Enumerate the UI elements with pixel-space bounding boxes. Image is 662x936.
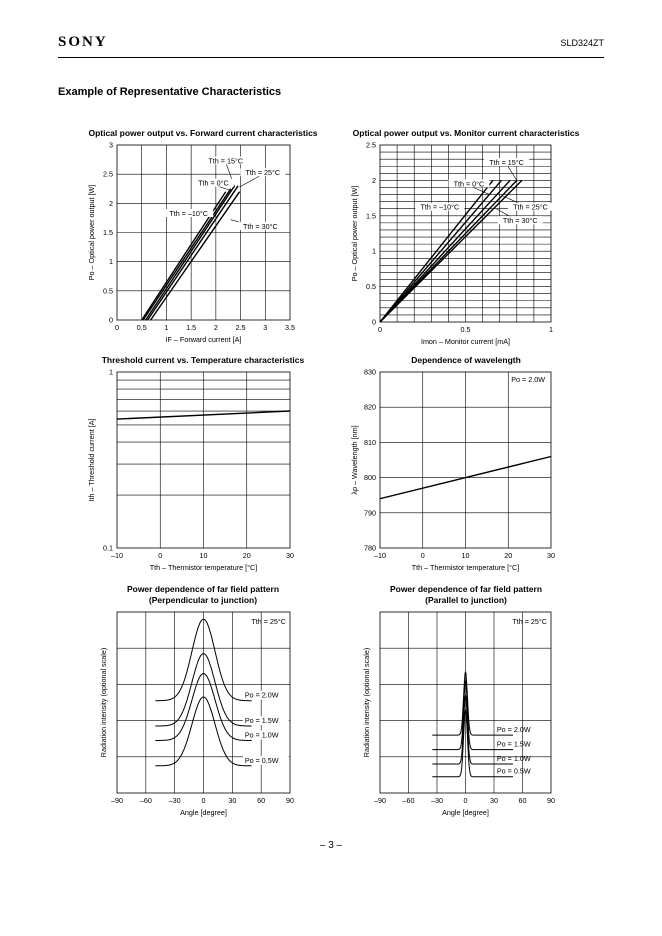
series-annotation: Tth = 15°C — [208, 156, 244, 166]
x-tick-label: 90 — [286, 796, 294, 805]
x-tick-label: –90 — [111, 796, 123, 805]
x-tick-label: 2.5 — [235, 323, 246, 332]
sony-logo: SONY — [58, 34, 108, 50]
chart-c1 — [87, 128, 318, 344]
y-tick-label: 2.5 — [103, 169, 113, 179]
chart-title: Optical power output vs. Forward current characteristics — [88, 128, 318, 138]
x-tick-label: 0.5 — [460, 325, 471, 334]
x-tick-label: 1 — [549, 325, 553, 334]
chart-title: Power dependence of far field pattern — [389, 584, 543, 594]
y-tick-label: 0.5 — [366, 282, 376, 292]
x-tick-label: –10 — [374, 551, 386, 560]
x-tick-label: 3 — [263, 323, 268, 332]
x-tick-label: 0 — [463, 796, 468, 805]
x-axis-label: Tth – Thermistor temperature [°C] — [149, 563, 258, 572]
chart-c2 — [350, 128, 580, 346]
y-axis-label: Radiation intensity (optional scale) — [99, 647, 108, 758]
chart-subtitle: (Perpendicular to junction) — [148, 595, 258, 605]
chart-title: Threshold current vs. Temperature characteristics — [101, 355, 305, 365]
y-axis-label: Po – Optical power output [W] — [87, 184, 96, 281]
x-tick-label: –60 — [139, 796, 152, 805]
x-tick-label: 60 — [518, 796, 527, 805]
chart-c5 — [99, 584, 294, 817]
x-axis-label: Angle [degree] — [180, 808, 227, 817]
model-number: SLD324ZT — [560, 38, 604, 48]
y-axis-label: λp – Wavelength [nm] — [350, 425, 359, 495]
series-annotation: Tth = 25°C — [513, 202, 548, 212]
series-annotation: Tth = 0°C — [198, 178, 229, 188]
y-axis-label: Radiation intensity (optional scale) — [362, 647, 371, 758]
x-tick-label: –30 — [431, 796, 443, 805]
x-tick-label: 30 — [228, 796, 237, 805]
x-tick-label: 90 — [547, 796, 555, 805]
x-tick-label: 30 — [547, 551, 555, 560]
x-tick-label: 0.5 — [136, 323, 147, 332]
y-tick-label: 0.1 — [103, 543, 113, 553]
x-tick-label: 20 — [504, 551, 513, 560]
x-tick-label: 2 — [213, 323, 218, 332]
x-tick-label: 0 — [115, 323, 119, 332]
series-label: Po = 2.0W — [496, 725, 531, 735]
y-tick-label: 2 — [109, 198, 113, 208]
series-label: Po = 1.5W — [244, 716, 279, 726]
x-tick-label: 10 — [461, 551, 470, 560]
y-tick-label: 3 — [109, 140, 113, 150]
x-axis-label: Tth – Thermistor temperature [°C] — [411, 563, 520, 572]
series-annotation: Tth = 0°C — [453, 179, 485, 189]
series-label: Po = 1.5W — [496, 739, 531, 749]
x-tick-label: 20 — [242, 551, 251, 560]
y-tick-label: 2 — [372, 175, 376, 185]
x-tick-label: 3.5 — [285, 323, 295, 332]
series-annotation: Tth = –10°C — [169, 209, 208, 218]
chart-c3 — [87, 355, 305, 572]
y-tick-label: 1 — [109, 257, 113, 267]
x-tick-label: 0 — [420, 551, 425, 560]
chart-subtitle: (Parallel to junction) — [425, 595, 507, 605]
series-line — [146, 186, 235, 320]
series-annotation: Tth = 30°C — [243, 221, 278, 231]
chart-title: Power dependence of far field pattern — [126, 584, 280, 594]
page-number: – 3 – — [319, 840, 343, 851]
y-axis-label: Po – Optical power output [W] — [350, 185, 359, 282]
x-tick-label: –60 — [402, 796, 415, 805]
series-annotation: Tth = 25°C — [245, 168, 281, 178]
x-tick-label: 30 — [490, 796, 498, 805]
section-title: Example of Representative Characteristics — [58, 86, 282, 98]
legend-text: Tth = 25°C — [251, 617, 286, 626]
x-tick-label: 30 — [286, 551, 294, 560]
x-tick-label: –10 — [111, 551, 123, 560]
x-tick-label: 1.5 — [186, 323, 197, 332]
y-tick-label: 0.5 — [103, 286, 113, 296]
y-tick-label: 2.5 — [366, 140, 376, 150]
x-tick-label: 10 — [199, 551, 208, 560]
series-line — [148, 186, 239, 320]
legend-text: Tth = 25°C — [512, 617, 547, 626]
x-tick-label: –30 — [168, 796, 181, 805]
y-tick-label: 810 — [364, 437, 376, 447]
x-tick-label: 0 — [378, 325, 382, 334]
x-axis-label: Imon – Monitor current [mA] — [420, 337, 511, 346]
chart-c6 — [362, 584, 555, 817]
chart-c4 — [350, 355, 555, 572]
series-label: Po = 1.0W — [244, 730, 279, 740]
y-tick-label: 790 — [364, 508, 376, 518]
chart-title: Dependence of wavelength — [411, 355, 521, 365]
x-axis-label: IF – Forward current [A] — [165, 335, 242, 344]
y-tick-label: 800 — [364, 473, 376, 483]
x-tick-label: 0 — [201, 796, 206, 805]
y-tick-label: 0 — [372, 317, 376, 327]
series-annotation: Tth = 15°C — [489, 158, 524, 168]
series-label: Po = 0.5W — [244, 755, 279, 765]
y-tick-label: 830 — [364, 367, 376, 377]
y-tick-label: 1 — [109, 367, 113, 377]
y-axis-label: Ith – Threshold current [A] — [87, 418, 96, 502]
y-tick-label: 780 — [364, 543, 376, 553]
x-axis-label: Angle [degree] — [442, 808, 489, 817]
legend-text: Po = 2.0W — [511, 375, 545, 384]
series-annotation: Tth = 30°C — [502, 216, 538, 226]
series-label: Po = 1.0W — [496, 754, 531, 764]
y-tick-label: 1.5 — [103, 228, 113, 237]
x-tick-label: 60 — [257, 796, 266, 805]
chart-title: Optical power output vs. Monitor current characteristics — [352, 128, 580, 138]
x-tick-label: 1 — [164, 323, 169, 332]
x-tick-label: 0 — [158, 551, 163, 560]
series-label: Po = 2.0W — [244, 690, 279, 700]
y-tick-label: 0 — [109, 315, 113, 325]
x-tick-label: –90 — [374, 796, 386, 805]
y-tick-label: 820 — [364, 402, 376, 412]
series-annotation: Tth = –10°C — [420, 202, 460, 212]
y-tick-label: 1 — [372, 246, 376, 256]
y-tick-label: 1.5 — [366, 211, 376, 221]
series-label: Po = 0.5W — [496, 766, 531, 776]
